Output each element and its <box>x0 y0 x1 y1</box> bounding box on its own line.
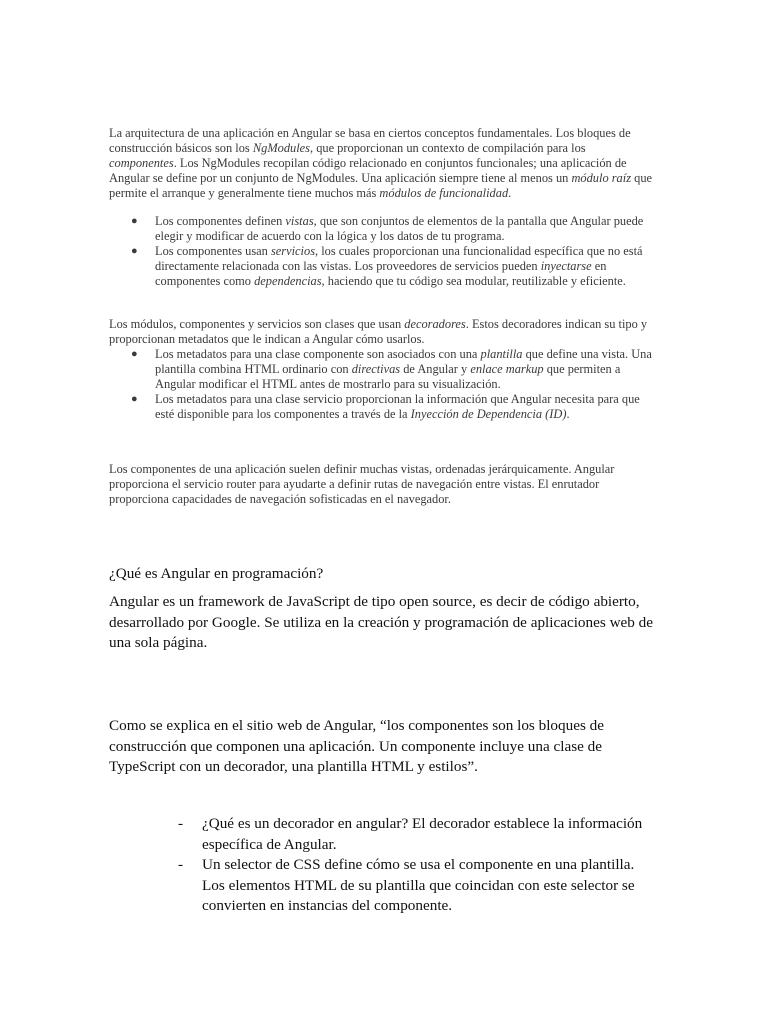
emphasized-term: enlace markup <box>470 362 544 376</box>
answer-paragraph: Angular es un framework de JavaScript de tipo open source, es decir de código abierto, desarrollado por Google. Se utiliza en la creación y programación de aplicaciones web de una sola página. <box>109 593 653 651</box>
question-heading: ¿Qué es Angular en programación? <box>109 565 324 582</box>
dash-list <box>178 814 658 917</box>
bullet-icon: ● <box>131 348 138 360</box>
list-item-text: Los componentes definen vistas, que son conjuntos de elementos de la pantalla que Angular puede elegir y modificar de acuerdo con la lógica y los datos de tu programa. <box>155 214 644 243</box>
bullet-icon: ● <box>131 393 138 405</box>
list-item-text: Los componentes usan servicios, los cuales proporcionan una funcionalidad específica que no está directamente relacionada con las vistas. Los proveedores de servicios pueden inyectarse en componentes como dependencias, haciendo que tu código sea modular, reutilizable y eficiente. <box>155 244 643 288</box>
dash-icon: - <box>178 815 184 832</box>
dash-list-item-text: Un selector de CSS define cómo se usa el componente en una plantilla. Los elementos HTML de su plantilla que coincidan con este selector se convierten en instancias del componente. <box>202 856 635 914</box>
emphasized-term: inyectarse <box>540 259 592 273</box>
emphasized-term: vistas <box>285 214 314 228</box>
emphasized-term: directivas <box>351 362 401 376</box>
dash-list-item <box>178 814 658 855</box>
emphasized-term: módulos de funcionalidad <box>379 186 509 200</box>
metadata-bullet-list <box>109 347 654 422</box>
emphasized-term: servicios <box>270 244 316 258</box>
emphasized-term: decoradores <box>404 317 466 331</box>
quote-paragraph: Como se explica en el sitio web de Angular, “los componentes son los bloques de construcción que componen una aplicación. Un componente incluye una clase de TypeScript con un decorador, una plantilla HTML y estilos”. <box>109 717 605 775</box>
components-bullet-list <box>109 214 654 289</box>
emphasized-term: módulo raíz <box>571 171 632 185</box>
list-item <box>109 244 654 289</box>
decorators-paragraph: Los módulos, componentes y servicios son clases que usan decoradores. Estos decoradores indican su tipo y proporcionan metadatos que le indican a Angular cómo usarlos. <box>109 317 648 346</box>
dash-list-item <box>178 855 658 917</box>
list-item-text: Los metadatos para una clase servicio proporcionan la información que Angular necesita para que esté disponible para los componentes a través de la Inyección de Dependencia (ID). <box>155 392 640 421</box>
emphasized-term: componentes <box>109 156 174 170</box>
list-item <box>109 392 654 422</box>
bullet-icon: ● <box>131 245 138 257</box>
emphasized-term: plantilla <box>480 347 523 361</box>
emphasized-term: Inyección de Dependencia (ID) <box>410 407 567 421</box>
list-item <box>109 214 654 244</box>
intro-paragraph: La arquitectura de una aplicación en Angular se basa en ciertos conceptos fundamentales. Los bloques de construcción básicos son los NgModules, que proporcionan un contexto de compilación para los componentes. Los NgModules recopilan código relacionado en conjuntos funcionales; una aplicación de Angular se define por un conjunto de NgModules. Una aplicación siempre tiene al menos un módulo raíz que permite el arranque y generalmente tiene muchos más módulos de funcionalidad. <box>109 126 653 200</box>
emphasized-term: dependencias <box>254 274 322 288</box>
dash-icon: - <box>178 856 184 873</box>
router-paragraph: Los componentes de una aplicación suelen definir muchas vistas, ordenadas jerárquicamente. Angular proporciona el servicio router para ayudarte a definir rutas de navegación entre vistas. El enrutador proporciona capacidades de navegación sofisticadas en el navegador. <box>109 462 615 506</box>
dash-list-item-text: ¿Qué es un decorador en angular? El decorador establece la información específica de Angular. <box>202 815 643 853</box>
list-item <box>109 347 654 392</box>
emphasized-term: NgModules <box>252 141 310 155</box>
bullet-icon: ● <box>131 215 138 227</box>
list-item-text: Los metadatos para una clase componente son asociados con una plantilla que define una vista. Una plantilla combina HTML ordinario con directivas de Angular y enlace markup que permiten a Angular modificar el HTML antes de mostrarlo para su visualización. <box>155 347 652 391</box>
